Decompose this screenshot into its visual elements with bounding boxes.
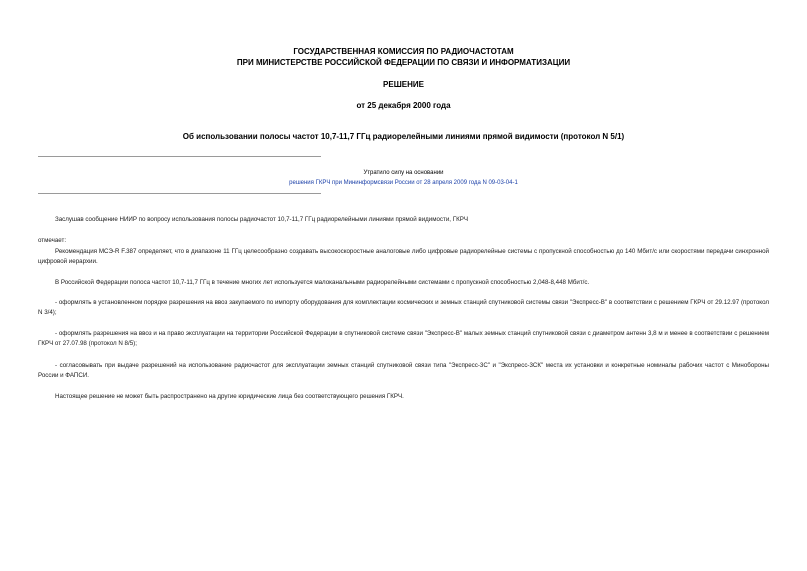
- paragraph-intro: Заслушав сообщение НИИР по вопросу использования полосы радиочастот 10,7-11,7 ГГц радиорелейными линиями прямой видимости, ГКРЧ: [55, 216, 468, 223]
- divider-bottom: [38, 193, 321, 194]
- paragraph-recommendation: Рекомендация МСЭ-R F.387 определяет, что в диапазоне 11 ГГц целесообразно создавать высокоскоростные аналоговые либо цифровые радиорелейные системы с пропускной способностью до 140 Мбит/с или скоростями передачи синхронной цифровой иерархии.: [38, 248, 769, 265]
- title-line-1: ГОСУДАРСТВЕННАЯ КОМИССИЯ ПО РАДИОЧАСТОТАМ: [293, 47, 514, 56]
- decision-subject: Об использовании полосы частот 10,7-11,7 ГГц радиорелейными линиями прямой видимости (протокол N 5/1): [182, 132, 625, 141]
- paragraph-scope: Настоящее решение не может быть распространено на другие юридические лица без соответствующего решения ГКРЧ.: [55, 393, 404, 400]
- decision-heading: РЕШЕНИЕ: [383, 80, 424, 89]
- list-item-coordination: - согласовывать при выдаче разрешений на использование радиочастот для эксплуатации земных станций спутниковой связи типа "Экспресс-3С" и "Экспресс-3СК" места их установки и конкретные номиналы рабочих частот с Минобороны России и ФАПСИ.: [38, 362, 769, 379]
- paragraph-usage: В Российской Федерации полоса частот 10,7-11,7 ГГц в течение многих лет используется малоканальными радиорелейными системами с пропускной способностью 2,048-8,448 Мбит/с.: [55, 279, 590, 286]
- list-item-import-permits: - оформлять в установленном порядке разрешения на ввоз закупаемого по импорту оборудования для комплектации космических и земных станций спутниковой системы связи "Экспресс-В" в соответствии с решением ГКРЧ от 29.12.97 (протокол N 3/4);: [38, 299, 769, 316]
- title-line-2: ПРИ МИНИСТЕРСТВЕ РОССИЙСКОЙ ФЕДЕРАЦИИ ПО СВЯЗИ И ИНФОРМАТИЗАЦИИ: [236, 58, 571, 67]
- repeal-notice-link[interactable]: решения ГКРЧ при Мининформсвязи России от 28 апреля 2009 года N 09-03-04-1: [289, 180, 518, 186]
- paragraph-notes-label: отмечает:: [38, 237, 67, 244]
- decision-date: от 25 декабря 2000 года: [356, 101, 451, 110]
- divider-top: [38, 156, 321, 157]
- repeal-notice-label: Утратило силу на основании: [363, 170, 444, 176]
- document-title: [0, 46, 807, 68]
- list-item-operation-permits: - оформлять разрешения на ввоз и на право эксплуатации на территории Российской Федерации в спутниковой системе связи "Экспресс-В" малых земных станций спутниковой связи с диаметром антенн 3,8 м и менее в соответствии с решением ГКРЧ от 27.07.98 (протокол N 8/5);: [38, 330, 769, 347]
